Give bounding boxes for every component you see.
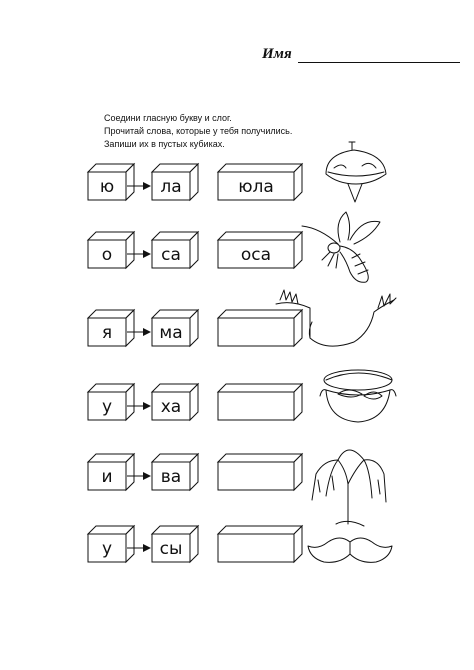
answer-cube[interactable]	[218, 526, 302, 562]
answer-cube[interactable]	[218, 232, 302, 268]
syllable-cube	[152, 310, 198, 346]
vowel-cube	[88, 526, 134, 562]
answer-cube[interactable]	[218, 384, 302, 420]
answer-cube[interactable]	[218, 310, 302, 346]
vowel-cube	[88, 454, 134, 490]
instruction-line: Запиши их в пустых кубиках.	[104, 139, 225, 149]
syllable-cube-label: ла	[160, 177, 182, 197]
exercise-row	[88, 164, 302, 200]
vowel-cube-label: ю	[99, 177, 115, 197]
instruction-line: Прочитай слова, которые у тебя получились.	[104, 126, 293, 136]
syllable-cube	[152, 384, 198, 420]
vowel-cube-label: у	[101, 397, 113, 417]
vowel-cube-label: я	[101, 323, 113, 343]
answer-cube-label: оса	[240, 245, 272, 265]
vowel-cube	[88, 310, 134, 346]
answer-cube[interactable]	[218, 454, 302, 490]
vowel-cube-label: о	[101, 245, 113, 265]
syllable-cube	[152, 232, 198, 268]
answer-cube-label: юла	[238, 177, 274, 197]
vowel-cube	[88, 164, 134, 200]
mustache-picture	[308, 538, 392, 562]
exercise-row	[88, 232, 302, 268]
syllable-cube-label: сы	[159, 539, 183, 559]
willow-tree-picture	[312, 450, 386, 526]
exercise-row	[88, 310, 302, 346]
syllable-cube-label: ма	[159, 323, 183, 343]
syllable-cube-label: са	[161, 245, 181, 265]
exercise-row	[88, 454, 302, 490]
instruction-line: Соедини гласную букву и слог.	[104, 113, 232, 123]
wasp-picture	[302, 212, 380, 282]
syllable-cube-label: ва	[160, 467, 182, 487]
exercise-row	[88, 526, 302, 562]
vowel-cube-label: и	[101, 467, 113, 487]
syllable-cube	[152, 454, 198, 490]
fish-soup-pot-picture	[320, 370, 396, 422]
syllable-cube	[152, 164, 198, 200]
name-label: Имя	[262, 46, 292, 62]
vowel-cube	[88, 384, 134, 420]
spinning-top-picture	[326, 142, 386, 202]
vowel-cube-label: у	[101, 539, 113, 559]
syllable-cube-label: ха	[160, 397, 182, 417]
syllable-cube	[152, 526, 198, 562]
answer-cube[interactable]	[218, 164, 302, 200]
vowel-cube	[88, 232, 134, 268]
exercise-row	[88, 384, 302, 420]
